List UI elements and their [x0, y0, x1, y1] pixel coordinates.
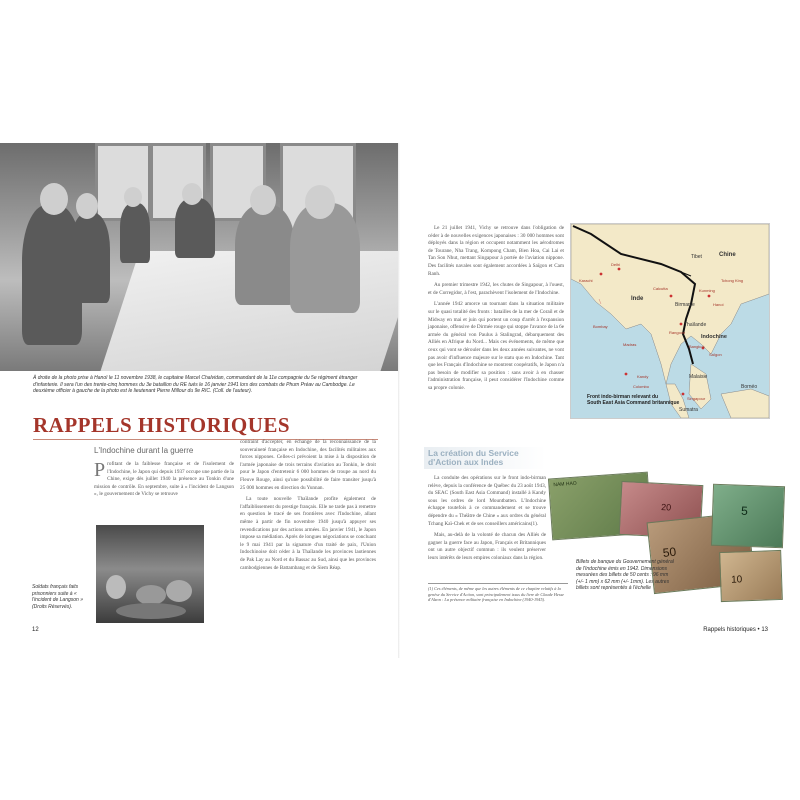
- map-label-bangkok: Bangkok: [689, 344, 705, 349]
- head-shape: [76, 193, 98, 219]
- map-label-colombo: Colombo: [633, 384, 650, 389]
- left-column-2: [240, 439, 376, 576]
- banknote-label: 20: [660, 502, 672, 513]
- figure-shape: [116, 603, 186, 619]
- map-label-karachi: Karachi: [579, 278, 593, 283]
- banknote-label: 50: [662, 544, 677, 560]
- subheading: L'Indochine durant la guerre: [94, 446, 194, 455]
- person-shape: [290, 203, 360, 313]
- figure-shape: [136, 585, 166, 605]
- footnote: (1) Ces éléments, de même que les autres éléments de ce chapitre relatifs à la genèse du Service d'Action, sont principalement issus du livre de Claude Hesse d'Alzon : La présence militaire française en Indochine (1940-1945).: [428, 583, 568, 603]
- paragraph: Au premier trimestre 1942, les chutes de Singapour, à l'ouest, et de Corregidor, à l'est, parachèvent l'isolement de l'Indochine.: [428, 282, 564, 296]
- map-label-tchong-king: Tchong King: [721, 278, 744, 283]
- left-page: [0, 143, 400, 658]
- prisoners-caption: Soldats français faits prisonniers suite à « l'incident de Langson » (Droits Réservés).: [32, 584, 83, 610]
- map-label-madras: Madras: [623, 342, 637, 347]
- figure-shape: [106, 575, 126, 599]
- right-column-2: [428, 475, 546, 567]
- map-label-indochine: Indochine: [701, 334, 727, 340]
- left-column-1: [94, 461, 234, 503]
- section-title: RAPPELS HISTORIQUES: [33, 413, 291, 437]
- map-legend: [587, 394, 679, 406]
- map-legend-line: South East Asia Command britannique: [587, 400, 680, 406]
- banknote: [719, 550, 783, 602]
- drop-cap: P: [94, 459, 106, 481]
- head-shape: [40, 183, 68, 215]
- box-title: [428, 449, 519, 467]
- officers-dinner-photo: [0, 143, 400, 371]
- right-page: [400, 143, 800, 658]
- head-shape: [250, 185, 276, 215]
- banknote-label: 5: [740, 503, 749, 518]
- map-label-kunming: Kunming: [699, 288, 715, 293]
- page-number-left: 12: [32, 627, 39, 633]
- paragraph: rofitant de la faiblesse française et de l'isolement de l'Indochine, le Japon qui depuis 1937 occupe une partie de la Chine, exige dès juillet 1940 la présence au Tonkin d'une mission de contrôle. En septembre, suite à « l'incident de Langson », le gouvernement de Vichy se retrouve: [94, 461, 234, 498]
- page-footer-right: Rappels historiques • 13: [703, 627, 768, 633]
- paragraph: contraint d'accepter, en échange de la reconnaissance de la souveraineté française en Indochine, des facilités militaires aux forces nippones. Celles-ci prévoient la mise à la disposition de l'armée japonaise de trois terrains d'aviation au Tonkin, le droit pour le Japon d'entretenir 6 000 hommes de troupe au nord du Fleuve Rouge, ainsi qu'une possibilité de faire transiter jusqu'à 25 000 hommes en direction du Yunnan.: [240, 439, 376, 491]
- head-shape: [182, 183, 202, 205]
- banknotes-caption: Billets de banque du Gouvernement général de l'Indochine émis en 1942. Dimensions mesurées des billets de 50 cents : 96 mm (+/- 1 mm) x 62 mm (+/- 1mm). Les autres billets sont représentés à l'échelle: [576, 559, 674, 591]
- person-shape: [120, 203, 150, 263]
- box-title-line: La création du Service: [428, 448, 519, 458]
- person-shape: [175, 198, 215, 258]
- asia-map: [570, 223, 770, 419]
- paragraph: Mais, au-delà de la volonté de chacun des Alliés de gagner la guerre face au Japon, Français et Britanniques ont un autre objectif commun : ils veulent préserver leurs intérêts de leurs empires coloniaux dans la région.: [428, 532, 546, 561]
- banknote-label: NAM HAO: [553, 480, 577, 489]
- map-label-singapour: Singapour: [687, 396, 706, 401]
- map-label-saigon: Saïgon: [709, 352, 722, 357]
- map-label-calcutta: Calcutta: [653, 286, 668, 291]
- paragraph: L'année 1942 amorce un tournant dans la situation militaire sur le quasi totalité des fronts : batailles de la mer de Corail et de Midway en mai et juin qui portent un coup d'arrêt à l'expansion japonaise, offensive de Dirmée rouge qui stoppe l'avance de la 6e armée du général von Paulus à Stalingrad, débarquement des Alliés en Afrique du Nord... Mais ces événements, de même que ceux qui vont se dérouler dans les deux années suivantes, ne vont pas avoir d'influence majeure sur le statu quo en Indochine. Tant que les Français d'Indochine se montrent coopératifs, le Japon n'a pas besoin de modifier sa position : sans avoir à en chasser l'administration française, il peut considérer l'Indochine comme sa propre colonie.: [428, 301, 564, 391]
- person-shape: [70, 213, 110, 303]
- right-column-1: [428, 225, 564, 396]
- map-label-bombay: Bombay: [593, 324, 608, 329]
- map-label-chine: Chine: [719, 252, 736, 258]
- map-label-malaisie: Malaisie: [689, 374, 708, 380]
- map-label-borneo: Bornéo: [741, 384, 758, 390]
- book-spread: [0, 143, 800, 658]
- map-label-thailande: Thaïlande: [684, 322, 707, 328]
- main-photo-caption: À droite de la photo prise à Hanoï le 11 novembre 1938, le capitaine Marcel Chalvidan, commandant de la 11e compagnie du 5e régiment étranger d'infanterie. Il sera l'un des trente-cinq hommes du 3e bataillon du RE tués le 16 janvier 1941 lors des combats de Phum Préav au Cambodge. Le deuxième officier à gauche de la photo est le lieutenant Pierre Millour du 9e RIC. (Coll. de l'auteur).: [33, 375, 358, 394]
- map-graphic: [571, 224, 769, 418]
- banknote: [711, 484, 785, 548]
- map-label-tibet: Tibet: [691, 254, 702, 260]
- prisoners-photo: [96, 525, 204, 623]
- head-shape: [124, 187, 142, 207]
- map-label-hanoi: Hanoi: [713, 302, 724, 307]
- banknote-label: 10: [730, 574, 743, 586]
- head-shape: [305, 185, 335, 219]
- paragraph: La conduite des opérations sur le front indo-birman relève, depuis la conférence de Québec du 23 août 1943, du SEAC (South East Asia Command) installé à Kandy sous les ordres de lord Mountbatten. L'Indochine échappe toutefois à ce commandement et se trouve dépendre du « Théâtre de Chine » aux ordres du général Tchang Kaï-Chek et de ses conseillers américains(1).: [428, 475, 546, 527]
- box-title-line: d'Action aux Indes: [428, 457, 504, 467]
- map-label-sumatra: Sumatra: [679, 407, 698, 413]
- map-label-inde: Inde: [631, 296, 644, 302]
- map-legend-line: Front indo-birman relevant du: [587, 394, 659, 400]
- map-label-birmanie: Birmanie: [675, 302, 695, 308]
- figure-shape: [166, 580, 192, 602]
- map-label-kandy: Kandy: [637, 374, 649, 379]
- map-label-delhi: Delhi: [611, 262, 621, 267]
- person-shape: [235, 205, 295, 305]
- paragraph: La toute nouvelle Thaïlande profite également de l'affaiblissement du prestige français. Elle ne tarde pas à remettre en question le tracé de ses frontières avec l'Indochine, allant même à partir de fin novembre 1940 jusqu'à appuyer ses revendications par des actions armées. En janvier 1941, le Japon impose sa médiation. Après de longues négociations se concluant le 9 mai 1941 par la signature d'un traité de paix, l'Union Indochinoise doit céder à la Thaïlande les provinces laotiennes de Pak Lay au Nord et du Bassac au Sud, ainsi que les provinces cambodgiennes de Battambang et de Siem Réap.: [240, 496, 376, 571]
- paragraph: Le 21 juillet 1941, Vichy se retrouve dans l'obligation de céder à de nouvelles exigences japonaises : 30 000 hommes sont déployés dans la région et occupent notamment les aérodromes de Tourane, Nha Trang, Kompong Cham, Bien Hoa, Cai Lai et Tan Son Nhut, mettant Singapour à portée de l'aviation nippone. Des facilités navales sont également accordées à Saïgon et Cam Ranh.: [428, 225, 564, 277]
- map-label-rangoon: Rangoon: [669, 330, 686, 335]
